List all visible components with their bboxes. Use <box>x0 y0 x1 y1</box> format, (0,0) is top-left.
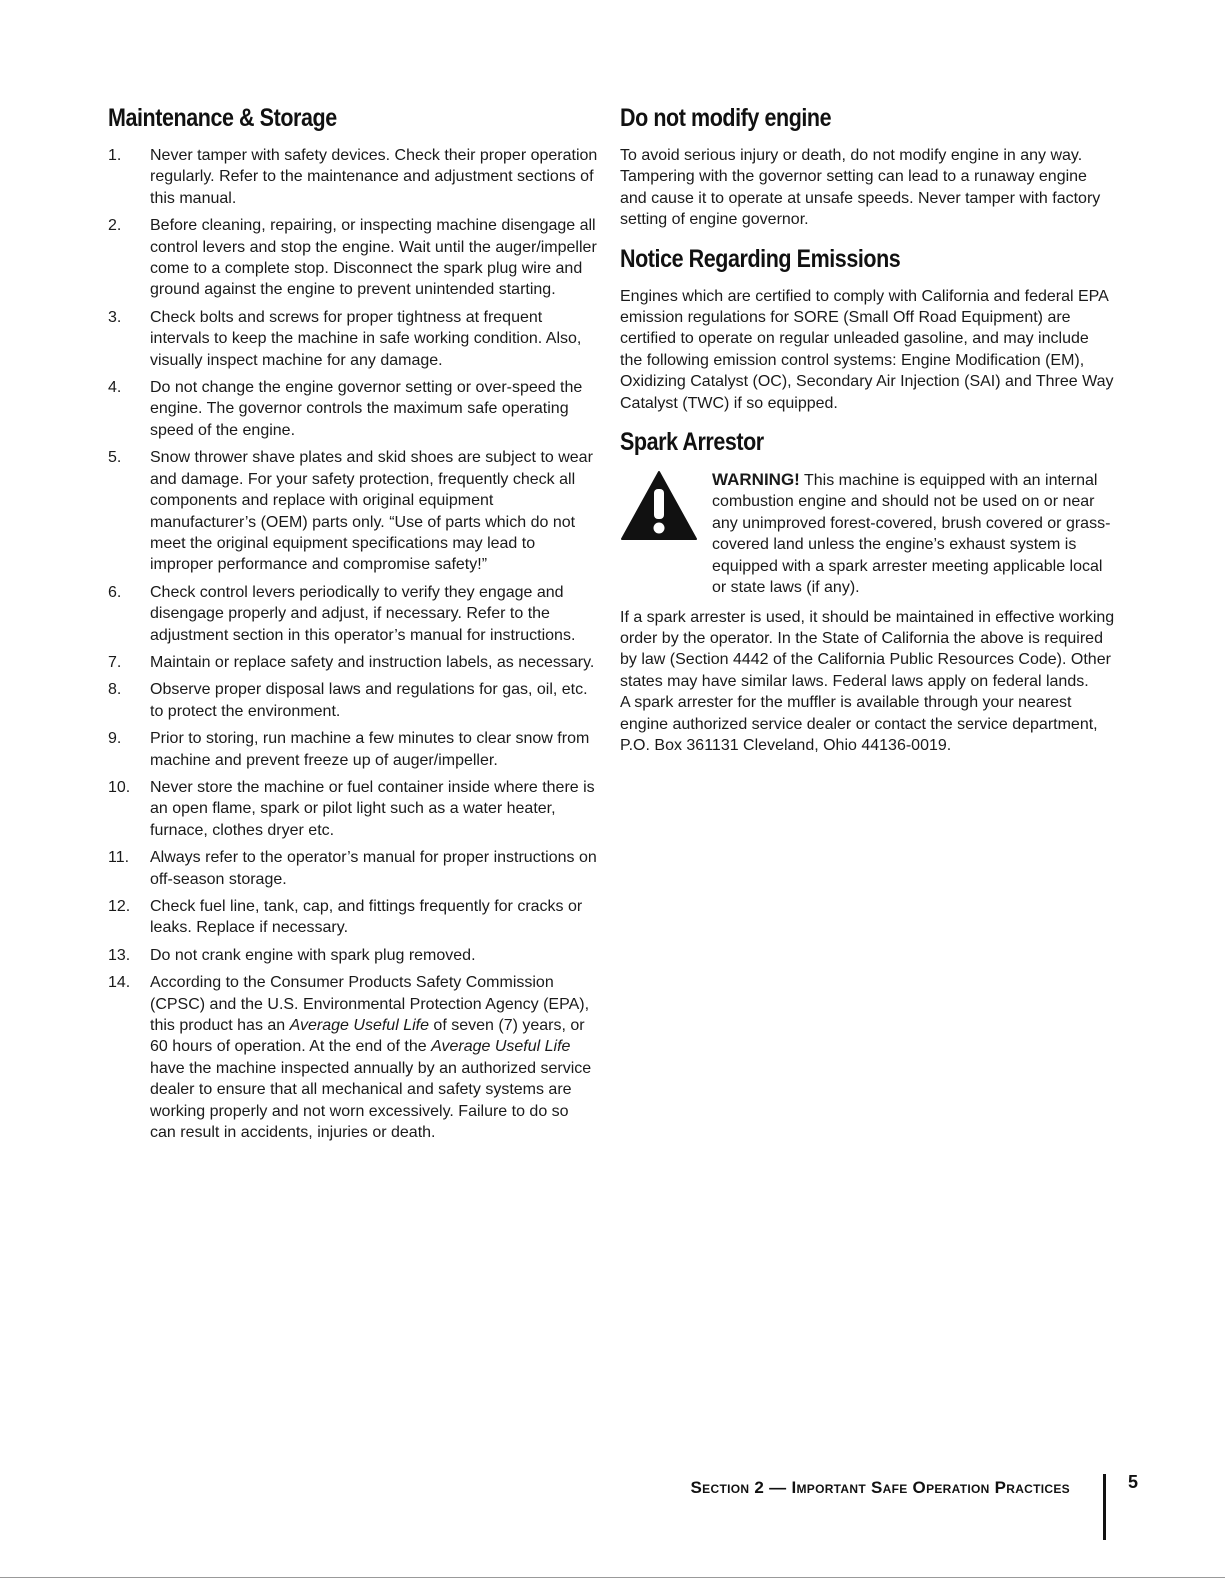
emissions-section <box>620 245 1115 414</box>
engine-section <box>620 104 1115 231</box>
spark-paragraph-1: If a spark arrester is used, it should be maintained in effective working order by the operator. In the State of California the above is required by law (Section 4442 of the California Public Resources Code). Other states may have similar laws. Federal laws apply on federal lands. <box>620 608 1115 690</box>
list-item: 6. Check control levers periodically to verify they engage and disengage properly and adjust, if necessary. Refer to the adjustment section in this operator’s manual for instructions. <box>108 583 576 644</box>
engine-text: To avoid serious injury or death, do not modify engine in any way. Tampering with the governor setting can lead to a runaway engine and cause it to operate at unsafe speeds. Never tamper with factory setting of engine governor. <box>620 147 1101 229</box>
list-item: 4. Do not change the engine governor setting or over-speed the engine. The governor controls the maximum safe operating speed of the engine. <box>108 379 583 439</box>
page-number: 5 <box>1128 1472 1139 1492</box>
spark-paragraph-2: A spark arrester for the muffler is available through your nearest engine authorized service dealer or contact the service department, P.O. Box 361131 Cleveland, Ohio 44136-0019. <box>620 694 1098 754</box>
footer-section-label: Section 2 — Important Safe Operation Practices <box>690 1478 1070 1497</box>
average-useful-life-text: According to the Consumer Products Safety Commission (CPSC) and the U.S. Environmental Protection Agency (EPA), this product has an Average Useful Life of seven (7) years, or 60 hours of operation. At the end of the Average Useful Life have the machine inspected annually by an authorized service dealer to ensure that all mechanical and safety systems are working properly and not worn excessively. Failure to do so can result in accidents, injuries or death. <box>150 974 592 1142</box>
list-item: 12. Check fuel line, tank, cap, and fittings frequently for cracks or leaks. Replace if necessary. <box>108 898 583 937</box>
list-item: 11. Always refer to the operator’s manual for proper instructions on off-season storage. <box>108 849 597 888</box>
list-item: 1. Never tamper with safety devices. Check their proper operation regularly. Refer to the maintenance and adjustment sections of this manual. <box>108 147 598 207</box>
bottom-rule <box>0 1577 1225 1578</box>
list-item: 14. According to the Consumer Products Safety Commission (CPSC) and the U.S. Environmental Protection Agency (EPA), this product has an Average Useful Life of seven (7) years, or 60 hours of operation. At the end of the Average Useful Life have the machine inspected annually by an authorized service dealer to ensure that all mechanical and safety systems are working properly and not worn excessively. Failure to do so can result in accidents, injuries or death. <box>108 972 598 1143</box>
maintenance-list <box>108 145 598 1143</box>
list-item: 5. Snow thrower shave plates and skid shoes are subject to wear and damage. For your safety protection, frequently check all components and replace with original equipment manufacturer’s (OEM) parts only. “Use of parts which do not meet the original equipment specifications may lead to improper performance and compromise safety!” <box>108 449 593 574</box>
right-column <box>620 104 1115 770</box>
footer-divider <box>1103 1474 1106 1540</box>
list-item: 8. Observe proper disposal laws and regulations for gas, oil, etc. to protect the environment. <box>108 681 588 720</box>
spark-section <box>620 428 1115 756</box>
list-item: 9. Prior to storing, run machine a few minutes to clear snow from machine and prevent freeze up of auger/impeller. <box>108 730 590 769</box>
list-item: 3. Check bolts and screws for proper tightness at frequent intervals to keep the machine in safe working condition. Also, visually inspect machine for any damage. <box>108 308 582 369</box>
warning-label: WARNING! <box>712 470 800 490</box>
engine-heading: Do not modify engine <box>620 104 832 132</box>
maintenance-storage-heading: Maintenance & Storage <box>108 104 337 132</box>
list-item: 7. Maintain or replace safety and instruction labels, as necessary. <box>108 653 595 671</box>
warning-triangle-icon <box>620 469 712 598</box>
list-item: 10. Never store the machine or fuel container inside where there is an open flame, spark or pilot light such as a water heater, furnace, clothes dryer etc. <box>108 778 595 839</box>
emissions-text: Engines which are certified to comply with California and federal EPA emission regulations for SORE (Small Off Road Equipment) are certified to operate on regular unleaded gasoline, and may include the following emission control systems: Engine Modification (EM), Oxidizing Catalyst (OC), Secondary Air Injection (SAI) and Three Way Catalyst (TWC) if so equipped. <box>620 287 1114 412</box>
left-column <box>108 104 598 1149</box>
list-item: 13. Do not crank engine with spark plug removed. <box>108 946 476 964</box>
spark-heading: Spark Arrestor <box>620 428 764 457</box>
list-item: 2. Before cleaning, repairing, or inspecting machine disengage all control levers and stop the engine. Wait until the auger/impeller come to a complete stop. Disconnect the spark plug wire and ground against the engine to prevent unintended starting. <box>108 217 597 299</box>
warning-text: WARNING! This machine is equipped with an internal combustion engine and should not be used on or near any unimproved forest-covered, brush covered or grass-covered land unless the engine’s exhaust system is equipped with a spark arrester meeting applicable local or state laws (if any). <box>712 470 1111 597</box>
emissions-heading: Notice Regarding Emissions <box>620 244 901 273</box>
warning-block <box>620 469 1115 598</box>
